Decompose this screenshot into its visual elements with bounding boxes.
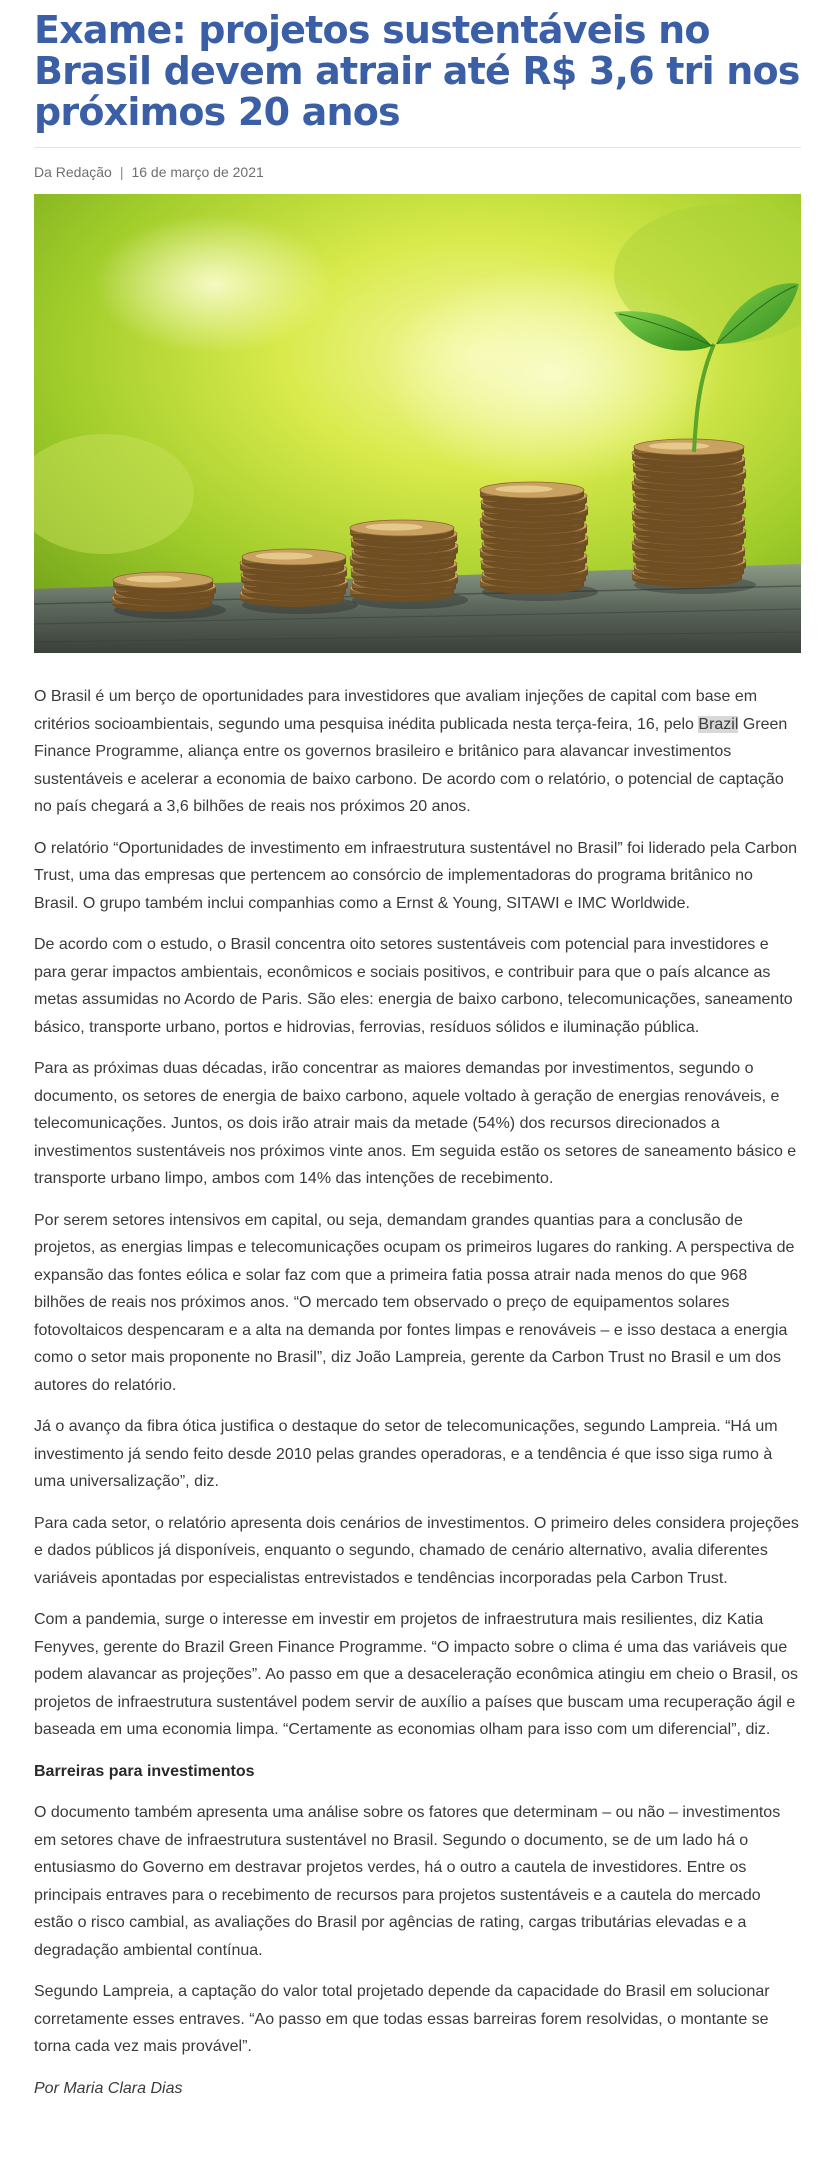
article-paragraph: O documento também apresenta uma análise sobre os fatores que determinam – ou não – investimentos em setores chave de infraestrutura sustentável no Brasil. Segundo o documento, se de um lado há o entusiasmo do Governo em destravar projetos verdes, há o outro a cautela de investidores. Entre os principais entraves para o recebimento de recursos para projetos sustentáveis e a cautela do mercado estão o risco cambial, as avaliações do Brasil por agências de rating, cargas tributárias elevadas e a degradação ambiental contínua.: [34, 1804, 781, 1959]
coin-stack: [480, 482, 598, 601]
meta-separator: |: [119, 164, 124, 180]
article-paragraph: Com a pandemia, surge o interesse em investir em projetos de infraestrutura mais resilientes, diz Katia Fenyves, gerente do Brazil Green Finance Programme. “O impacto sobre o clima é uma das variáveis que podem alavancar as projeções”. Ao passo em que a desaceleração econômica atingiu em cheio o Brasil, os projetos de infraestrutura sustentável podem servir de auxílio a países que buscam uma recuperação ágil e baseada em uma economia limpa. “Certamente as economias olham para isso com um diferencial”, diz.: [34, 1611, 798, 1738]
coin-stack: [112, 572, 226, 619]
title-divider: [34, 147, 801, 148]
article-paragraph: De acordo com o estudo, o Brasil concentra oito setores sustentáveis com potencial para investidores e para gerar impactos ambientais, econômicos e sociais positivos, e contribuir para que o país alcance as metas assumidas no Acordo de Paris. São eles: energia de baixo carbono, telecomunicações, saneamento básico, transporte urbano, portos e hidrovias, ferrovias, resíduos sólidos e iluminação pública.: [34, 936, 793, 1036]
article-paragraph: O Brasil é um berço de oportunidades para investidores que avaliam injeções de capital com base em critérios socioambientais, segundo uma pesquisa inédita publicada nesta terça-feira, 16, pelo Brazil Green Finance Programme, aliança entre os governos brasileiro e britânico para alavancar investimentos sustentáveis e acelerar a economia de baixo carbono. De acordo com o relatório, o potencial de captação no país chegará a 3,6 bilhões de reais nos próximos 20 anos.: [34, 688, 788, 815]
article-author[interactable]: Da Redação: [34, 164, 112, 180]
article-body: [34, 683, 801, 2102]
article-paragraph: Por serem setores intensivos em capital, ou seja, demandam grandes quantias para a conclusão de projetos, as energias limpas e telecomunicações ocupam os primeiros lugares do ranking. A perspectiva de expansão das fontes eólica e solar faz com que a primeira fatia possa atrair nada menos do que 968 bilhões de reais nos próximos anos. “O mercado tem observado o preço de equipamentos solares fotovoltaicos despencaram e a alta na demanda por fontes limpas e renováveis – e isso destaca a energia como o setor mais proponente no Brasil”, diz João Lampreia, gerente da Carbon Trust no Brasil e um dos autores do relatório.: [34, 1211, 795, 1394]
article-title: Exame: projetos sustentáveis no Brasil devem atrair até R$ 3,6 tri nos próximos 20 anos: [34, 8, 800, 134]
article-paragraph: Para as próximas duas décadas, irão concentrar as maiores demandas por investimentos, segundo o documento, os setores de energia de baixo carbono, aquele voltado à geração de energias renováveis, e telecomunicações. Juntos, os dois irão atrair mais da metade (54%) dos recursos direcionados a investimentos sustentáveis nos próximos vinte anos. Em seguida estão os setores de saneamento básico e transporte urbano limpo, ambos com 14% das intenções de recebimento.: [34, 1060, 797, 1187]
article-paragraph: Já o avanço da fibra ótica justifica o destaque do setor de telecomunicações, segundo Lampreia. “Há um investimento já sendo feito desde 2010 pelas grandes operadoras, e a tendência é que isso siga rumo à uma universalização”, diz.: [34, 1418, 778, 1490]
coin-stack: [632, 439, 756, 594]
section-subheading: Barreiras para investimentos: [34, 1762, 255, 1780]
highlighted-text: Brazil: [698, 715, 739, 733]
article-meta: [34, 164, 801, 184]
article: [34, 0, 801, 2102]
coin-stack: [350, 520, 468, 609]
article-paragraph: Para cada setor, o relatório apresenta dois cenários de investimentos. O primeiro deles considera projeções e dados públicos já disponíveis, enquanto o segundo, chamado de cenário alternativo, avalia diferentes variáveis apontadas por especialistas entrevistados e tendências incorporadas pela Carbon Trust.: [34, 1514, 799, 1587]
article-hero-image: [34, 194, 801, 653]
coin-stack: [240, 549, 358, 614]
article-paragraph: O relatório “Oportunidades de investimento em infraestrutura sustentável no Brasil” foi liderado pela Carbon Trust, uma das empresas que pertencem ao consórcio de implementadoras do programa britânico no Brasil. O grupo também inclui companhias como a Ernst & Young, SITAWI e IMC Worldwide.: [34, 839, 798, 912]
article-byline: Por Maria Clara Dias: [34, 2079, 183, 2097]
article-paragraph: Segundo Lampreia, a captação do valor total projetado depende da capacidade do Brasil em solucionar corretamente esses entraves. “Ao passo em que todas essas barreiras forem resolvidas, o montante se torna cada vez mais provável”.: [34, 1983, 770, 2055]
article-date: 16 de março de 2021: [131, 164, 264, 180]
